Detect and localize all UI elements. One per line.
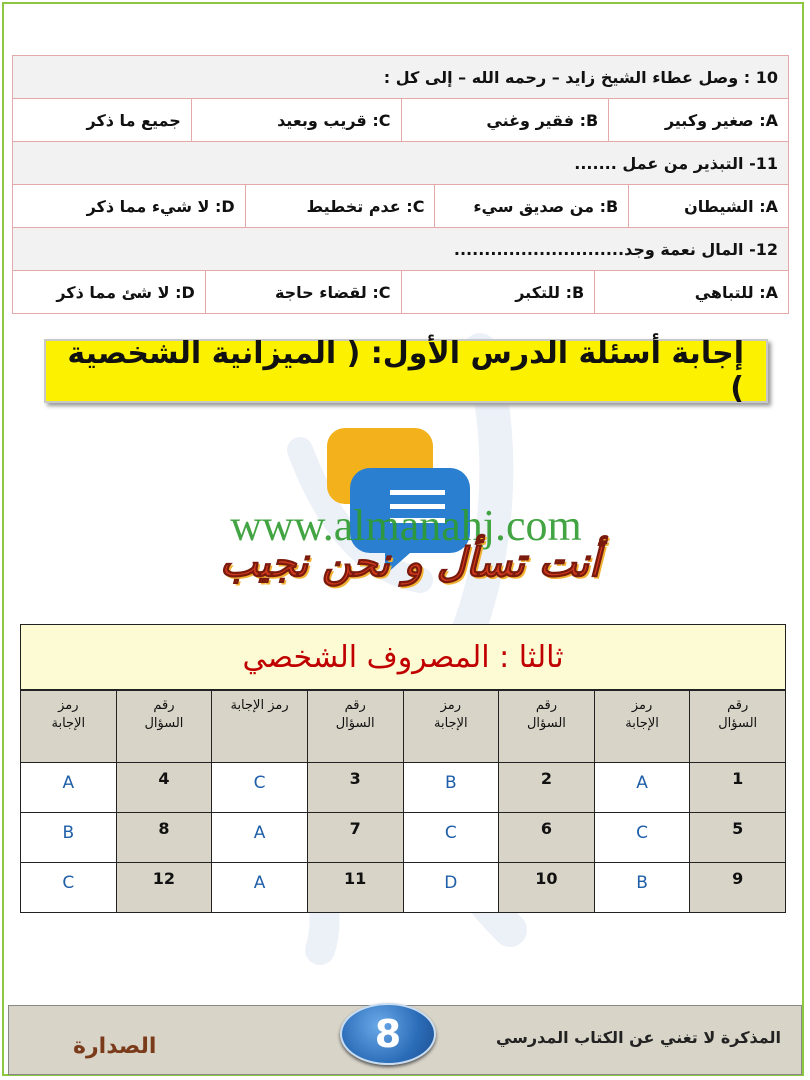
option-text: الشيطان xyxy=(684,196,754,216)
option-text: فقير وغني xyxy=(486,110,575,130)
question-number: 3 xyxy=(307,763,403,813)
option-letter: D: xyxy=(175,282,195,302)
footer-note: المذكرة لا تغني عن الكتاب المدرسي xyxy=(495,1028,781,1047)
header-answer-code: رمز الإجابة xyxy=(403,691,499,763)
option-letter: A: xyxy=(759,282,778,302)
lesson-title: إجابة أسئلة الدرس الأول: ( الميزانية الشخصية ) xyxy=(67,336,744,406)
answer-code: A xyxy=(21,763,117,813)
table-row xyxy=(21,763,786,813)
question-number: 5 xyxy=(690,813,786,863)
header-question-number: رقم السؤال xyxy=(499,691,595,763)
question-number: 1 xyxy=(690,763,786,813)
answers-title-bar xyxy=(20,624,786,690)
question-number: 11 xyxy=(307,863,403,913)
question-text: 11- التبذير من عمل ....... xyxy=(13,142,789,185)
answer-code: C xyxy=(21,863,117,913)
question-number: 9 xyxy=(690,863,786,913)
answers-section xyxy=(20,624,786,913)
page-number-badge xyxy=(340,1003,436,1065)
option-letter: B: xyxy=(565,282,585,302)
questions-table xyxy=(12,55,789,314)
option-letter: D: xyxy=(215,196,235,216)
option-text: لا شيء مما ذكر xyxy=(86,196,210,216)
header-question-number: رقم السؤال xyxy=(307,691,403,763)
lesson-title-banner xyxy=(44,336,768,406)
answer-code: A xyxy=(594,763,690,813)
answer-code: C xyxy=(212,763,308,813)
option-text: من صديق سيء xyxy=(473,196,595,216)
answers-table xyxy=(20,690,786,913)
option-text: قريب وبعيد xyxy=(277,110,367,130)
page-number: 8 xyxy=(374,1012,402,1056)
site-url: www.almanahj.com xyxy=(230,501,582,550)
header-question-number: رقم السؤال xyxy=(690,691,786,763)
option-text: لا شئ مما ذكر xyxy=(56,282,170,302)
answer-code: B xyxy=(594,863,690,913)
question-number: 7 xyxy=(307,813,403,863)
answer-code: C xyxy=(403,813,499,863)
table-row xyxy=(21,813,786,863)
answers-title: ثالثا : المصروف الشخصي xyxy=(242,639,564,675)
option-text: لقضاء حاجة xyxy=(274,282,367,302)
option-text: للتكبر xyxy=(515,282,561,302)
question-number: 8 xyxy=(116,813,212,863)
option-letter: C: xyxy=(372,282,391,302)
answer-code: B xyxy=(21,813,117,863)
question-number: 10 xyxy=(499,863,595,913)
header-answer-code: رمز الإجابة xyxy=(594,691,690,763)
question-number: 12 xyxy=(116,863,212,913)
option-text: صغير وكبير xyxy=(664,110,754,130)
answer-code: A xyxy=(212,863,308,913)
question-number: 6 xyxy=(499,813,595,863)
option-letter: B: xyxy=(599,196,619,216)
header-question-number: رقم السؤال xyxy=(116,691,212,763)
option-text: جميع ما ذكر xyxy=(86,110,181,130)
option-text: عدم تخطيط xyxy=(306,196,401,216)
option-letter: C: xyxy=(372,110,391,130)
answer-code: B xyxy=(403,763,499,813)
question-text: 12- المال نعمة وجد............................ xyxy=(13,228,789,271)
question-number: 2 xyxy=(499,763,595,813)
option-letter: B: xyxy=(579,110,599,130)
option-letter: A: xyxy=(759,110,778,130)
footer-school-name: الصدارة xyxy=(73,1034,157,1059)
option-letter: A: xyxy=(759,196,778,216)
header-answer-code: رمز الإجابة xyxy=(212,691,308,763)
header-answer-code: رمز الإجابة xyxy=(21,691,117,763)
option-letter: C: xyxy=(406,196,425,216)
answer-code: C xyxy=(594,813,690,863)
option-text: للتباهي xyxy=(694,282,754,302)
answer-code: A xyxy=(212,813,308,863)
table-row xyxy=(21,863,786,913)
question-number: 4 xyxy=(116,763,212,813)
question-text: 10 : وصل عطاء الشيخ زايد – رحمه الله – إلى كل : xyxy=(13,56,789,99)
answer-code: D xyxy=(403,863,499,913)
logo-slogan: أنت تسأل و نحن نجيب xyxy=(219,540,601,586)
